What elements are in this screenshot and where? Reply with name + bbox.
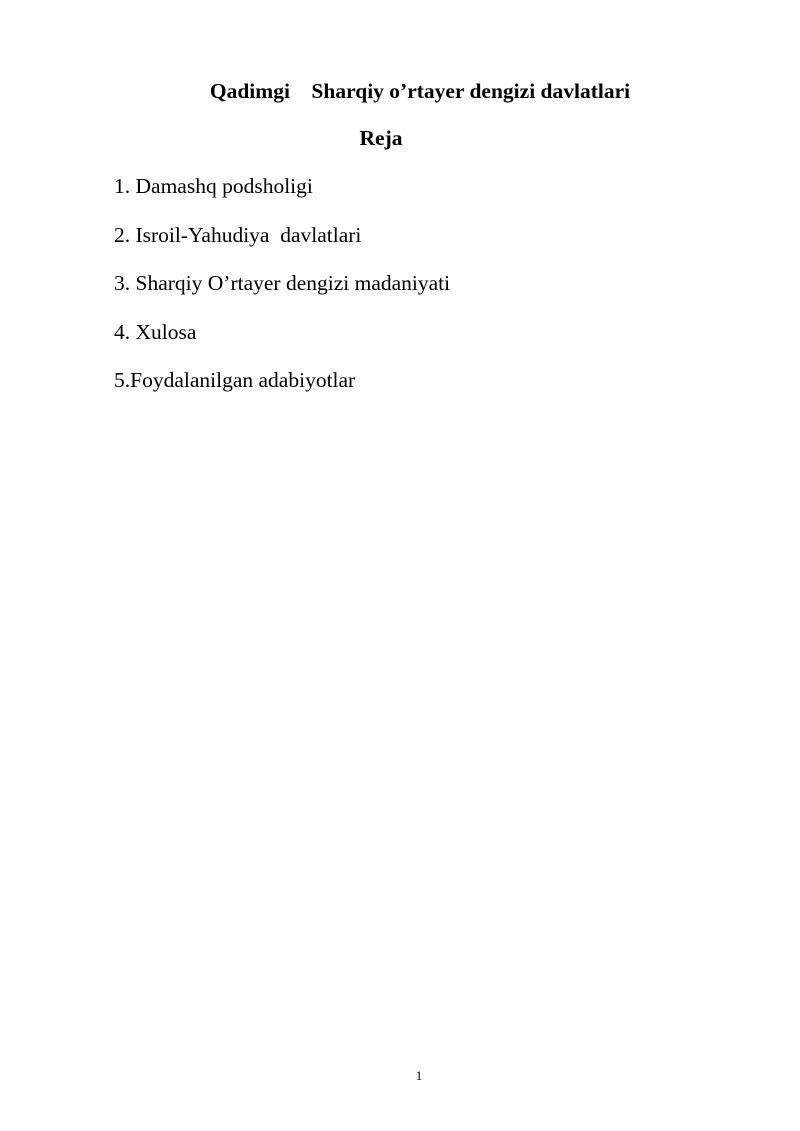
plan-heading: Reja: [359, 126, 403, 150]
plan-list: [114, 170, 450, 413]
plan-item: 4. Xulosa: [114, 319, 197, 344]
plan-item: 5.Foydalanilgan adabiyotlar: [114, 368, 356, 392]
plan-item: 2. Isroil-Yahudiya davlatlari: [114, 222, 362, 247]
plan-item: 3. Sharqiy O’rtayer dengizi madaniyati: [114, 271, 451, 295]
document-title: Qadimgi Sharqiy o’rtayer dengizi davlatlari: [209, 79, 631, 103]
plan-item: 1. Damashq podsholigi: [114, 174, 313, 198]
page-number: 1: [415, 1068, 423, 1083]
